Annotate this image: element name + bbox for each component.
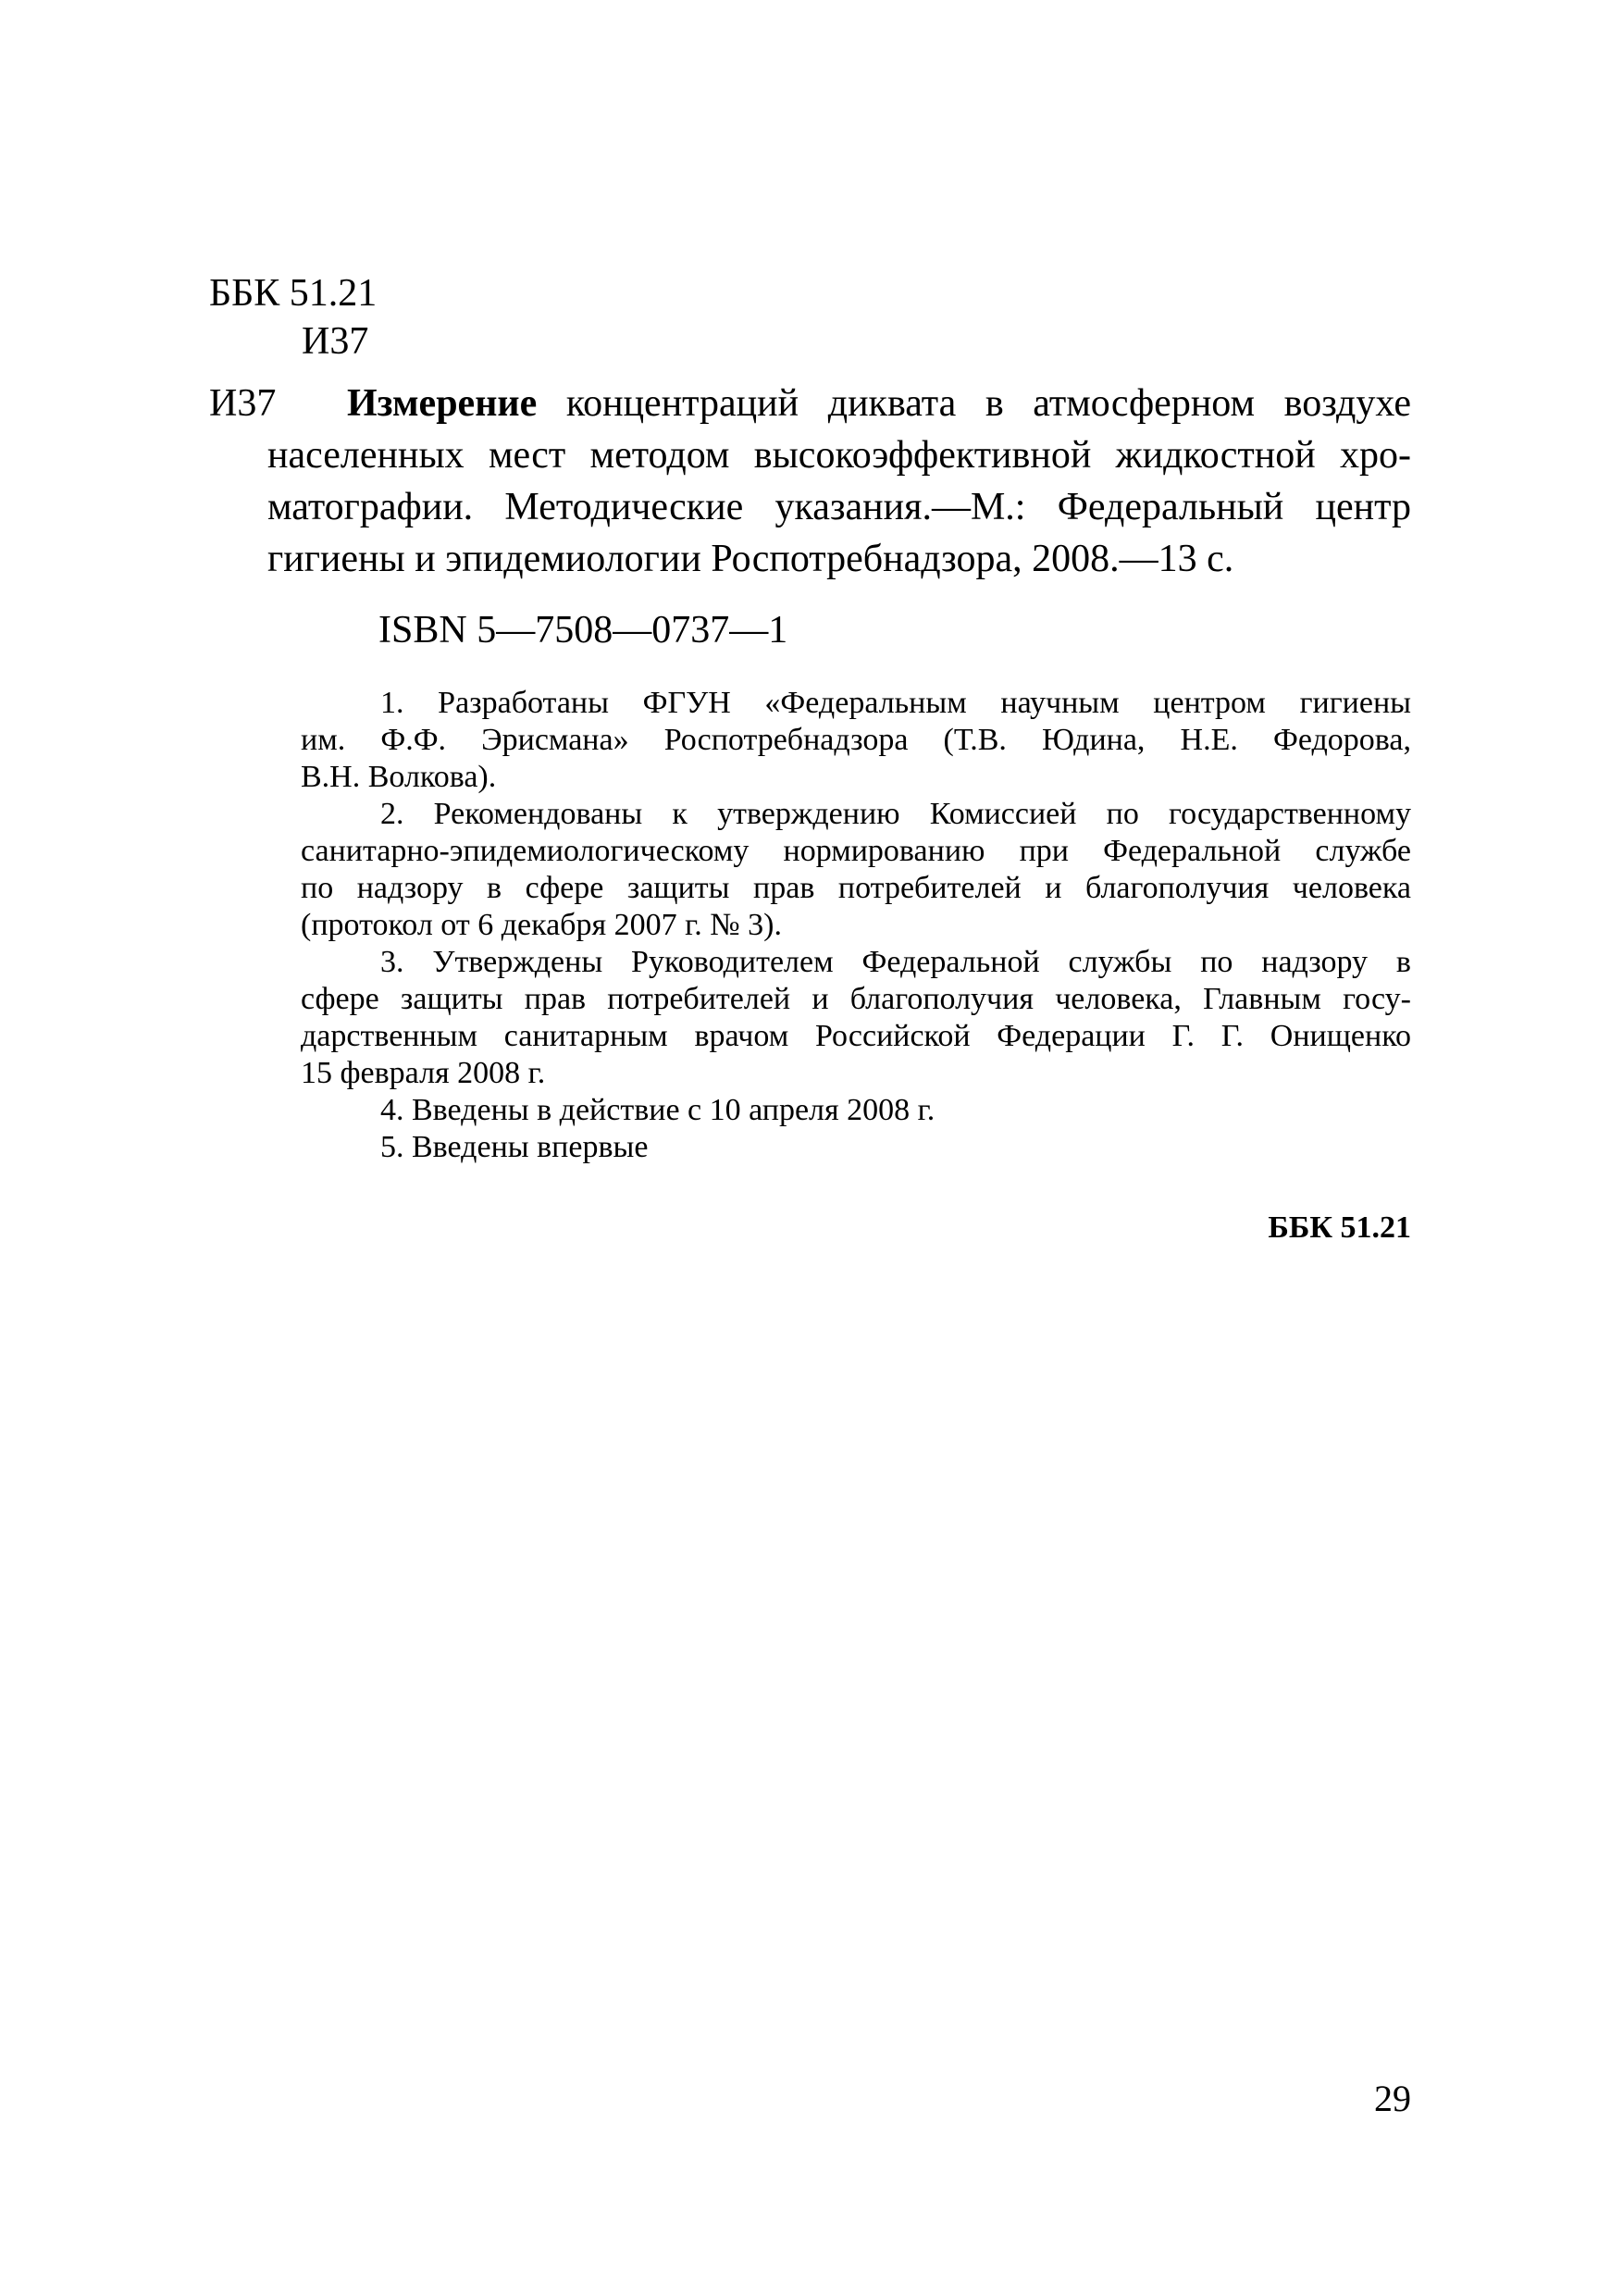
note-line: 1. Разработаны ФГУН «Федеральным научным центром гигиены: [380, 686, 1411, 720]
note-line: 3. Утверждены Руководителем Федеральной службы по надзору в: [380, 945, 1411, 979]
note-line: санитарно-эпидемиологическому нормированию при Федеральной службе: [301, 834, 1411, 868]
note-2: [301, 796, 1411, 944]
note-line: 2. Рекомендованы к утверждению Комиссией по государственному: [380, 797, 1411, 831]
bibliographic-entry: [267, 378, 1411, 585]
page-number: 29: [1374, 2078, 1411, 2119]
note-line: 4. Введены в действие с 10 апреля 2008 г.: [380, 1093, 935, 1127]
entry-line-3: матографии. Методические указания.—М.: Федеральный центр: [267, 486, 1411, 528]
entry-title-bold: Измерение: [347, 382, 538, 425]
author-mark-top: И37: [302, 320, 369, 363]
note-1: [301, 685, 1411, 796]
entry-author-mark: И37: [209, 382, 277, 425]
entry-line-1-text: концентраций диквата в атмосферном воздухе: [537, 382, 1411, 425]
bbk-code-top: ББК 51.21: [209, 272, 378, 315]
entry-line-1: [267, 378, 1411, 429]
publication-notes: [301, 685, 1411, 1166]
entry-line-2: населенных мест методом высокоэффективной жидкостной хро-: [267, 434, 1411, 477]
note-4: [301, 1092, 1411, 1129]
note-5: [301, 1129, 1411, 1166]
note-line: им. Ф.Ф. Эрисмана» Роспотребнадзора (Т.В. Юдина, Н.Е. Федорова,: [301, 723, 1411, 757]
isbn: ISBN 5—7508—0737—1: [378, 609, 788, 652]
bbk-code-bottom: ББК 51.21: [1268, 1210, 1411, 1245]
note-line: сфере защиты прав потребителей и благополучия человека, Главным госу-: [301, 982, 1411, 1016]
note-line: по надзору в сфере защиты прав потребителей и благополучия человека: [301, 871, 1411, 905]
entry-line-4: гигиены и эпидемиологии Роспотребнадзора, 2008.—13 с.: [267, 538, 1234, 580]
note-line: 15 февраля 2008 г.: [301, 1056, 546, 1090]
note-line: В.Н. Волкова).: [301, 760, 497, 794]
note-line: дарственным санитарным врачом Российской Федерации Г. Г. Онищенко: [301, 1019, 1411, 1053]
note-3: [301, 944, 1411, 1092]
note-line: 5. Введены впервые: [380, 1130, 649, 1164]
note-line: (протокол от 6 декабря 2007 г. № 3).: [301, 908, 782, 942]
